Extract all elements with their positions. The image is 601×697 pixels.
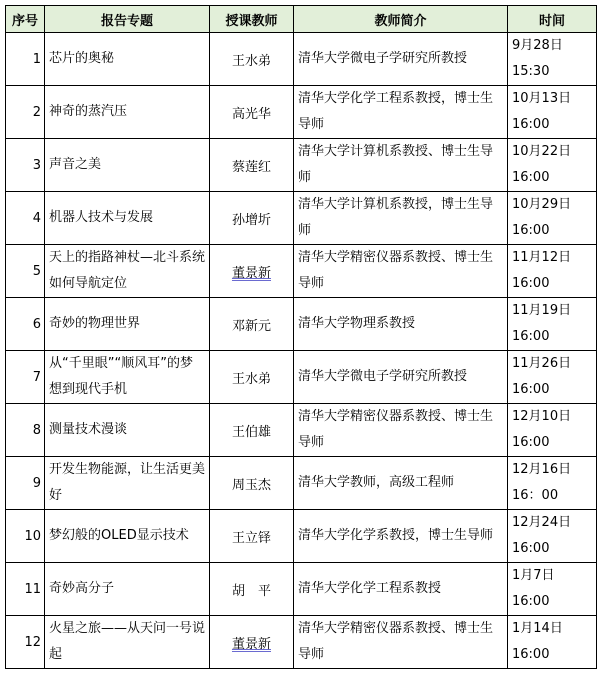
teacher-cell: 胡 平 xyxy=(210,563,294,616)
hour-text: 16:00 xyxy=(512,541,550,556)
time-cell xyxy=(508,563,597,616)
teacher-name: 董景新 xyxy=(231,636,271,652)
lecture-schedule-table xyxy=(5,5,597,669)
time-cell xyxy=(508,192,597,245)
table-row xyxy=(6,351,597,404)
date-text: 12月24日 xyxy=(512,515,572,530)
intro-cell: 清华大学化学系教授，博士生导师 xyxy=(294,510,508,563)
table-row xyxy=(6,404,597,457)
topic-cell: 机器人技术与发展 xyxy=(45,192,210,245)
row-number: 4 xyxy=(6,192,45,245)
date-text: 1月14日 xyxy=(512,621,563,636)
teacher-cell: 王水弟 xyxy=(210,33,294,86)
intro-cell: 清华大学物理系教授 xyxy=(294,298,508,351)
hour-text: 16:00 xyxy=(512,170,550,185)
row-number: 9 xyxy=(6,457,45,510)
topic-cell: 从“千里眼”“顺风耳”的梦想到现代手机 xyxy=(45,351,210,404)
table-row xyxy=(6,510,597,563)
date-text: 10月22日 xyxy=(512,144,572,159)
intro-cell: 清华大学精密仪器系教授、博士生导师 xyxy=(294,245,508,298)
table-row xyxy=(6,563,597,616)
table-row xyxy=(6,192,597,245)
row-number: 1 xyxy=(6,33,45,86)
hour-text: 16:00 xyxy=(512,647,550,662)
date-text: 10月13日 xyxy=(512,91,572,106)
intro-cell: 清华大学微电子学研究所教授 xyxy=(294,33,508,86)
topic-cell: 芯片的奥秘 xyxy=(45,33,210,86)
intro-cell: 清华大学微电子学研究所教授 xyxy=(294,351,508,404)
table-row xyxy=(6,86,597,139)
hour-text: 16:00 xyxy=(512,329,550,344)
teacher-name: 董景新 xyxy=(231,265,271,281)
date-text: 9月28日 xyxy=(512,38,563,53)
header-row xyxy=(6,6,597,33)
intro-cell: 清华大学教师，高级工程师 xyxy=(294,457,508,510)
header-teacher: 授课教师 xyxy=(210,6,294,33)
date-text: 11月26日 xyxy=(512,356,572,371)
time-cell xyxy=(508,404,597,457)
teacher-cell: 邓新元 xyxy=(210,298,294,351)
row-number: 10 xyxy=(6,510,45,563)
teacher-cell: 王立铎 xyxy=(210,510,294,563)
time-cell xyxy=(508,351,597,404)
time-cell xyxy=(508,33,597,86)
date-text: 11月12日 xyxy=(512,250,572,265)
date-text: 12月16日 xyxy=(512,462,572,477)
hour-text: 16:00 xyxy=(512,117,550,132)
topic-cell: 神奇的蒸汽压 xyxy=(45,86,210,139)
table-row xyxy=(6,298,597,351)
teacher-cell: 高光华 xyxy=(210,86,294,139)
topic-cell: 测量技术漫谈 xyxy=(45,404,210,457)
header-intro: 教师简介 xyxy=(294,6,508,33)
teacher-cell: 王伯雄 xyxy=(210,404,294,457)
hour-text: 15:30 xyxy=(512,64,550,79)
table-row xyxy=(6,139,597,192)
intro-cell: 清华大学精密仪器系教授、博士生导师 xyxy=(294,616,508,669)
hour-text: 16:00 xyxy=(512,382,550,397)
topic-cell: 奇妙高分子 xyxy=(45,563,210,616)
time-cell xyxy=(508,245,597,298)
intro-cell: 清华大学计算机系教授，博士生导师 xyxy=(294,192,508,245)
intro-cell: 清华大学化学工程系教授 xyxy=(294,563,508,616)
topic-cell: 声音之美 xyxy=(45,139,210,192)
topic-cell: 开发生物能源，让生活更美好 xyxy=(45,457,210,510)
time-cell xyxy=(508,616,597,669)
table-row xyxy=(6,245,597,298)
hour-text: 16:00 xyxy=(512,223,550,238)
header-time: 时间 xyxy=(508,6,597,33)
header-topic: 报告专题 xyxy=(45,6,210,33)
teacher-cell xyxy=(210,616,294,669)
intro-cell: 清华大学精密仪器系教授、博士生导师 xyxy=(294,404,508,457)
time-cell xyxy=(508,510,597,563)
time-cell xyxy=(508,298,597,351)
intro-cell: 清华大学计算机系教授、博士生导师 xyxy=(294,139,508,192)
date-text: 12月10日 xyxy=(512,409,572,424)
row-number: 12 xyxy=(6,616,45,669)
topic-cell: 奇妙的物理世界 xyxy=(45,298,210,351)
row-number: 8 xyxy=(6,404,45,457)
hour-text: 16：00 xyxy=(512,488,559,503)
time-cell xyxy=(508,457,597,510)
teacher-cell: 蔡莲红 xyxy=(210,139,294,192)
teacher-cell: 孙增圻 xyxy=(210,192,294,245)
table-row xyxy=(6,616,597,669)
row-number: 11 xyxy=(6,563,45,616)
intro-cell: 清华大学化学工程系教授，博士生导师 xyxy=(294,86,508,139)
topic-cell: 火星之旅——从天问一号说起 xyxy=(45,616,210,669)
hour-text: 16:00 xyxy=(512,276,550,291)
topic-cell: 天上的指路神杖—北斗系统如何导航定位 xyxy=(45,245,210,298)
table-row xyxy=(6,33,597,86)
header-no: 序号 xyxy=(6,6,45,33)
row-number: 3 xyxy=(6,139,45,192)
hour-text: 16:00 xyxy=(512,435,550,450)
date-text: 1月7日 xyxy=(512,568,555,583)
hour-text: 16:00 xyxy=(512,594,550,609)
row-number: 6 xyxy=(6,298,45,351)
time-cell xyxy=(508,139,597,192)
table-row xyxy=(6,457,597,510)
date-text: 11月19日 xyxy=(512,303,572,318)
date-text: 10月29日 xyxy=(512,197,572,212)
teacher-cell: 王水弟 xyxy=(210,351,294,404)
row-number: 2 xyxy=(6,86,45,139)
row-number: 5 xyxy=(6,245,45,298)
teacher-cell xyxy=(210,245,294,298)
topic-cell: 梦幻般的OLED显示技术 xyxy=(45,510,210,563)
time-cell xyxy=(508,86,597,139)
row-number: 7 xyxy=(6,351,45,404)
teacher-cell: 周玉杰 xyxy=(210,457,294,510)
